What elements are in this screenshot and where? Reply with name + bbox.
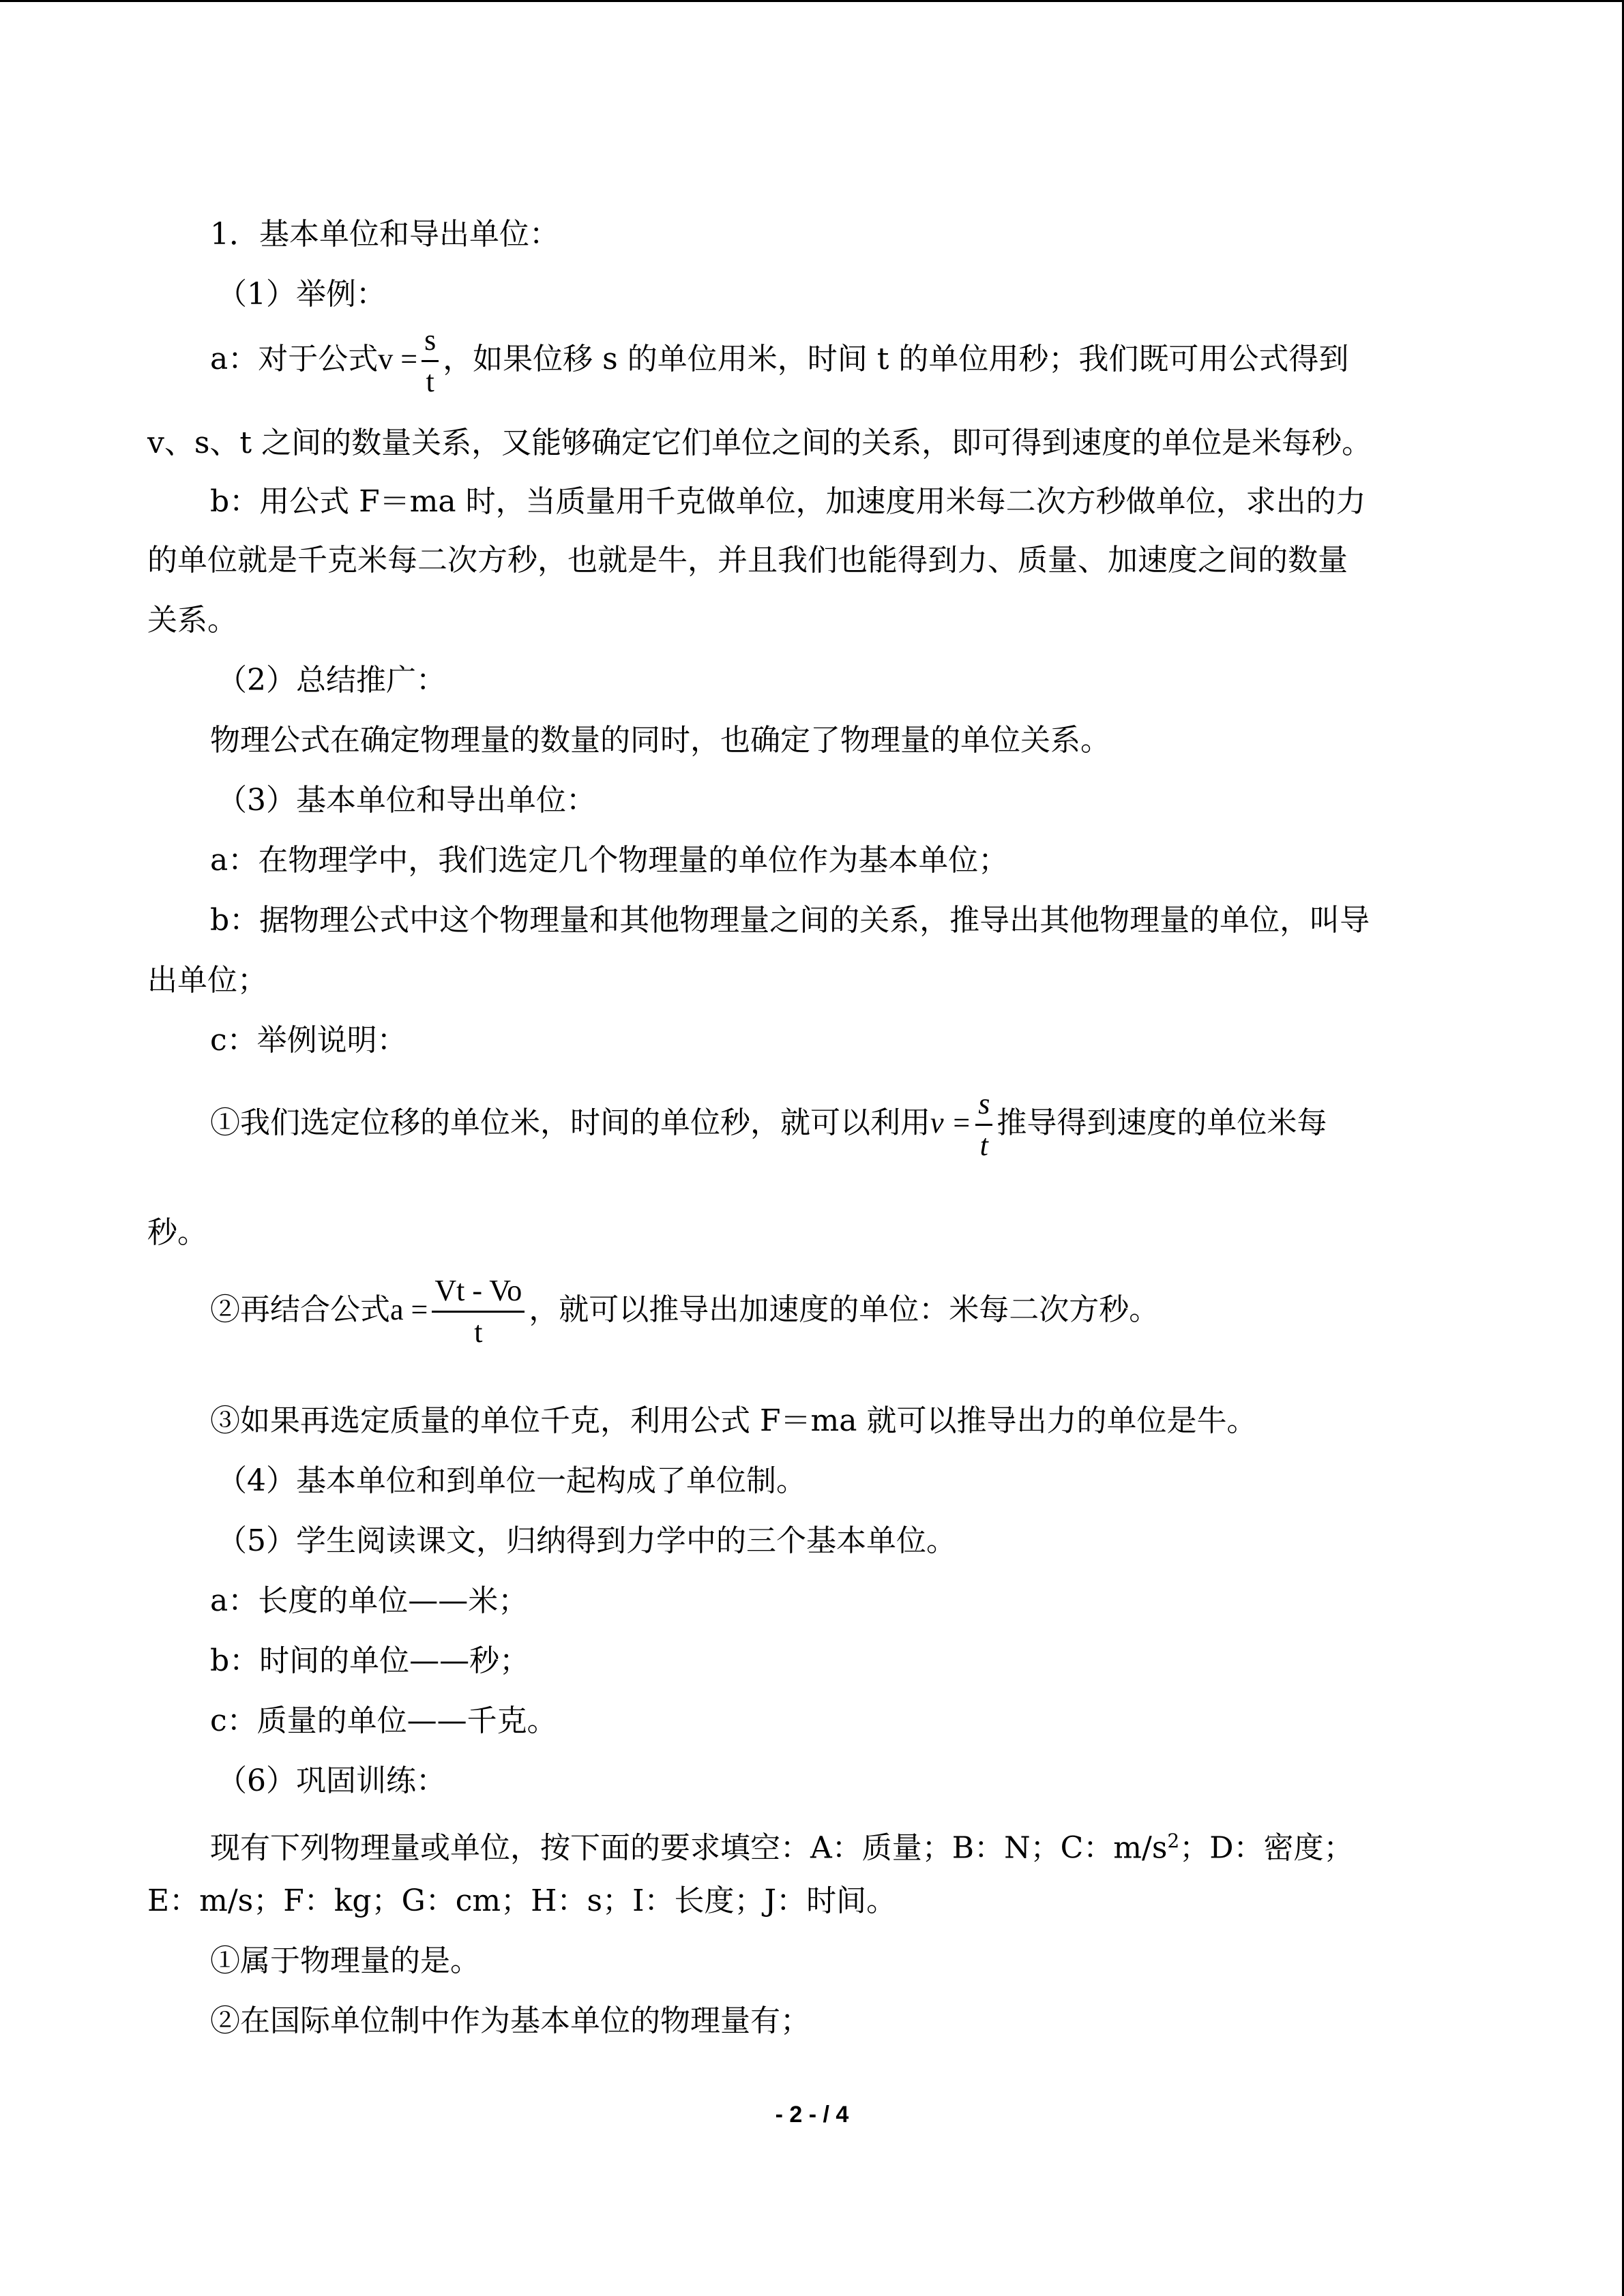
paragraph-line: ③如果再选定质量的单位千克，利用公式 F＝ma 就可以推导出力的单位是牛。 [210,1403,1257,1438]
paragraph-line: 出单位； [147,963,267,998]
formula-lhs: a = [390,1293,428,1326]
question-line: ①属于物理量的是。 [210,1943,480,1978]
subheading-reading: （5）学生阅读课文，归纳得到力学中的三个基本单位。 [217,1523,956,1558]
section-heading: 1．基本单位和导出单位： [210,217,559,252]
text-run: 现有下列物理量或单位，按下面的要求填空：A：质量；B：N；C：m/s [210,1830,1168,1866]
text-run: a：对于公式 [210,342,379,376]
paragraph-line [210,1821,1354,1869]
top-border [0,0,1624,2]
fraction-numerator: s [978,1087,990,1120]
paragraph-line: b：用公式 F＝ma 时，当质量用千克做单位，加速度用米每二次方秒做单位，求出的力 [210,484,1366,519]
formula-lhs: v = [378,342,418,376]
paragraph-line: 秒。 [147,1215,207,1250]
formula-fraction [422,320,439,402]
formula-lhs: v = [930,1106,972,1139]
paragraph-line: 的单位就是千克米每二次方秒，也就是牛，并且我们也能得到力、质量、加速度之间的数量 [147,543,1348,578]
fraction-denominator: t [474,1315,483,1349]
text-run: ；D：密度； [1179,1830,1354,1866]
list-item: c：质量的单位——千克。 [210,1703,557,1738]
text-run: ①我们选定位移的单位米，时间的单位秒，就可以利用 [210,1105,930,1140]
paragraph-line: E：m/s；F：kg；G：cm；H：s；I：长度；J：时间。 [147,1883,897,1918]
fraction-denominator: t [426,365,434,398]
fraction-denominator: t [979,1129,988,1162]
paragraph-line: c：举例说明： [210,1023,407,1058]
paragraph-line [210,320,1348,402]
list-item: b：时间的单位——秒； [210,1643,530,1678]
superscript: 2 [1167,1830,1180,1852]
paragraph-line [210,1084,1327,1165]
page-number: - 2 - / 4 [775,2102,849,2128]
formula-fraction [432,1271,525,1352]
text-run: ②再结合公式 [210,1292,390,1327]
list-item: a：长度的单位——米； [210,1583,529,1618]
paragraph-line: 物理公式在确定物理量的数量的同时，也确定了物理量的单位关系。 [210,723,1110,758]
subheading-system: （4）基本单位和到单位一起构成了单位制。 [217,1463,806,1498]
paragraph-line: b：据物理公式中这个物理量和其他物理量之间的关系，推导出其他物理量的单位，叫导 [210,903,1370,938]
subheading-practice: （6）巩固训练： [217,1763,446,1798]
text-run: ，就可以推导出加速度的单位：米每二次方秒。 [529,1292,1160,1327]
subheading-summary: （2）总结推广： [217,663,446,698]
question-line: ②在国际单位制中作为基本单位的物理量有； [210,2003,810,2038]
fraction-numerator: s [424,323,437,357]
subheading-example: （1）举例： [217,277,386,312]
paragraph-line: a：在物理学中，我们选定几个物理量的单位作为基本单位； [210,843,1009,878]
paragraph-line: v、s、t 之间的数量关系，又能够确定它们单位之间的关系，即可得到速度的单位是米每秒。 [147,426,1372,460]
text-run: 推导得到速度的单位米每 [996,1105,1327,1140]
paragraph-line: 关系。 [147,603,237,638]
paragraph-line [210,1271,1159,1352]
subheading-units: （3）基本单位和导出单位： [217,783,596,818]
text-run: ，如果位移 s 的单位用米，时间 t 的单位用秒；我们既可用公式得到 [443,342,1349,376]
formula-fraction [975,1084,992,1165]
fraction-numerator: Vt - Vo [434,1274,522,1307]
